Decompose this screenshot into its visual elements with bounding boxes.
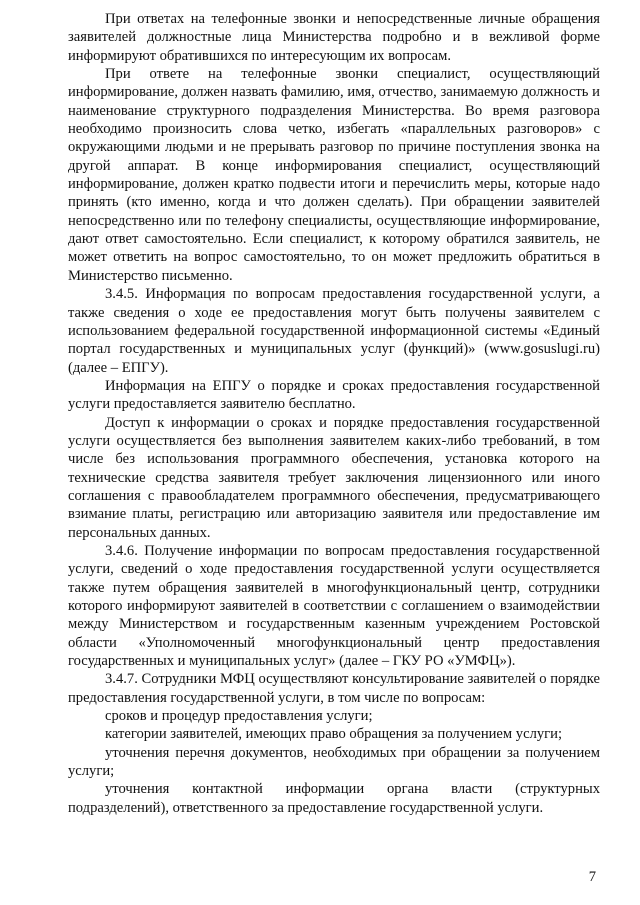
paragraph-epgu-free: Информация на ЕПГУ о порядке и сроках предоставления государственной услуги предоставляется заявителю бесплатно. <box>68 377 600 413</box>
document-body <box>68 10 600 817</box>
paragraph-3-4-6: 3.4.6. Получение информации по вопросам предоставления государственной услуги, сведений о ходе предоставления государственной услуги осуществляется также путем обращения заявителей в многофункциональный центр, сотрудники которого информируют заявителей в соответствии с соглашением о взаимодействии между Министерством и государственным казенным учреждением Ростовской области «Уполномоченный многофункциональный центр предоставления государственных и муниципальных услуг» (далее – ГКУ РО «УМФЦ»). <box>68 542 600 670</box>
paragraph-3-4-7: 3.4.7. Сотрудники МФЦ осуществляют консультирование заявителей о порядке предоставления государственной услуги, в том числе по вопросам: <box>68 671 600 706</box>
list-item-categories: категории заявителей, имеющих право обращения за получением услуги; <box>105 726 563 743</box>
paragraph-phone-replies: При ответах на телефонные звонки и непосредственные личные обращения заявителей должностные лица Министерства подробно и в вежливой форме информируют обратившихся по интересующим их вопросам. <box>68 11 600 64</box>
page-number: 7 <box>588 869 596 885</box>
paragraph-access-info: Доступ к информации о сроках и порядке предоставления государственной услуги осуществляется без выполнения заявителем каких-либо требований, в том числе без использования программного обеспечения, установка которого на технические средства заявителя требует заключения лицензионного или иного соглашения с правообладателем программного обеспечения, предусматривающего взимание платы, регистрацию или авторизацию заявителя или предоставление им персональных данных. <box>68 414 600 541</box>
list-item-documents: уточнения перечня документов, необходимых при обращении за получением услуги; <box>68 744 600 780</box>
list-item-contacts: уточнения контактной информации органа власти (структурных подразделений), ответственного за предоставление государственной услуги. <box>68 781 600 816</box>
list-item-terms: сроков и процедур предоставления услуги; <box>105 708 373 725</box>
paragraph-3-4-5: 3.4.5. Информация по вопросам предоставления государственной услуги, а также сведения о ходе ее предоставления могут быть получены заявителем с использованием федеральной государственной информационной системы «Единый портал государственных и муниципальных услуг (функций)» (www.gosuslugi.ru) (далее – ЕПГУ). <box>68 286 600 376</box>
paragraph-phone-procedure: При ответе на телефонные звонки специалист, осуществляющий информирование, должен назвать фамилию, имя, отчество, занимаемую должность и наименование структурного подразделения Министерства. Во время разговора необходимо произносить слова четко, избегать «параллельных разговоров» с окружающими людьми и не прерывать разговор по причине поступления звонка на другой аппарат. В конце информирования специалист, осуществляющий информирование, должен кратко подвести итоги и перечислить меры, которые надо принять (кто именно, когда и что должен сделать). При обращении заявителей непосредственно или по телефону специалисты, осуществляющие информирование, дают ответ самостоятельно. Если специалист, к которому обратился заявитель, не может ответить на вопрос самостоятельно, то он может предложить обратиться в Министерство письменно. <box>68 66 600 284</box>
